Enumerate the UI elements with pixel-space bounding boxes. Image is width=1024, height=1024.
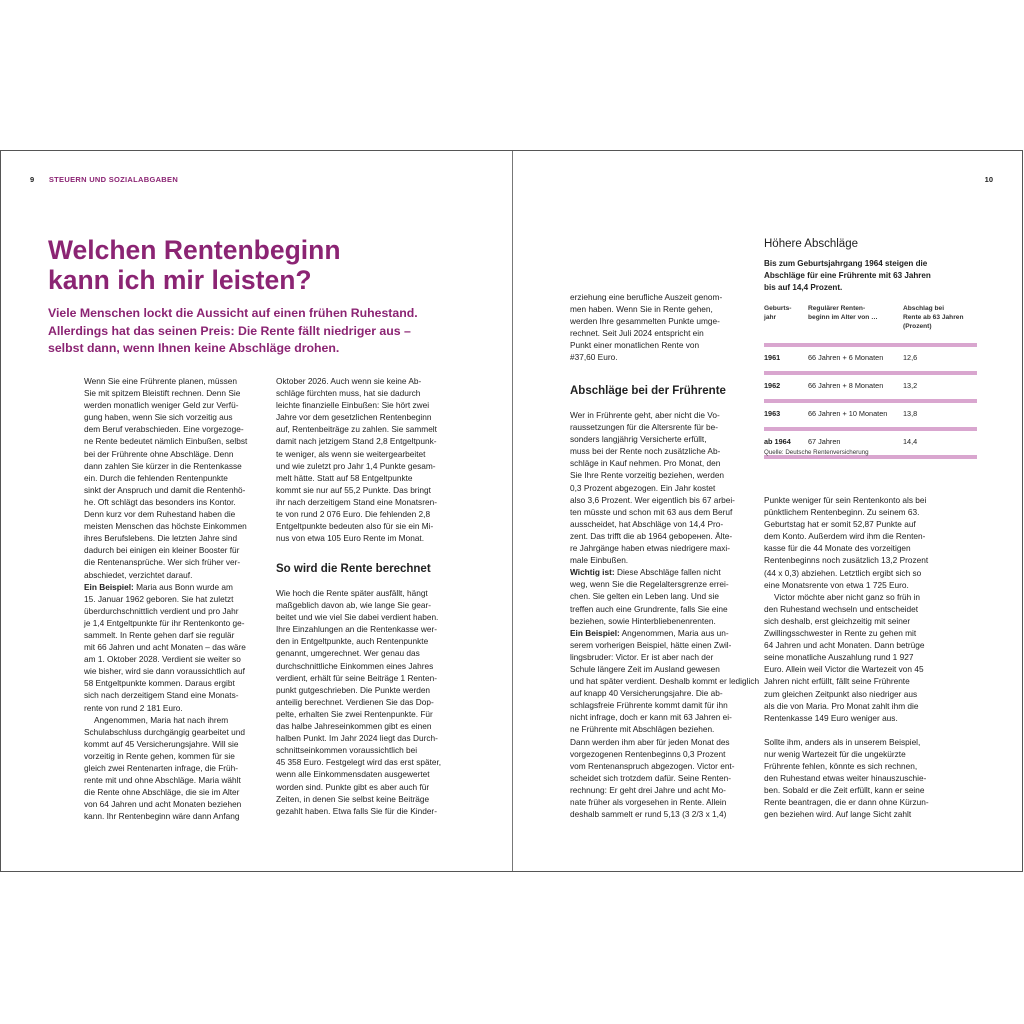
lead-line: Viele Menschen lockt die Aussicht auf einen frühen Ruhestand. <box>48 306 418 320</box>
text-line: 0,3 Prozent abgezogen. Ein Jahr kostet <box>570 482 716 493</box>
text-line: und wie zuletzt pro Jahr 1,4 Punkte gesam- <box>276 460 436 471</box>
inline-emphasis: Ein Beispiel: <box>570 627 620 638</box>
text-line: ne Frührente mit Abschlägen beziehen. <box>570 724 715 735</box>
table-source: Quelle: Deutsche Rentenversicherung <box>764 449 869 456</box>
text-line: worden sind. Punkte gibt es aber auch für <box>276 781 430 792</box>
text-line: melt hätte. Statt auf 58 Entgeltpunkte <box>276 472 413 483</box>
text-line: Jahre vor dem gesetzlichen Rentenbeginn <box>276 412 432 423</box>
text-line: Ein Beispiel: Maria aus Bonn wurde am <box>84 581 233 592</box>
text-line: zum gleichen Zeitpunkt also niedriger aus <box>764 688 918 699</box>
text-line: anteilig berechnet. Verdienen Sie das Dop- <box>276 696 434 707</box>
text-line: Zeiten, in denen Sie selbst keine Beiträge <box>276 793 430 804</box>
text-line: Wer in Frührente geht, aber nicht die Vo- <box>570 410 720 420</box>
text-line: schlagsfreie Frührente kommt damit für ihn <box>570 700 728 711</box>
text-line: die Rentenansprüche. Wer sich früher ver- <box>84 557 241 568</box>
text-line: sonders langjährig Versicherte erfüllt, <box>570 434 707 445</box>
text-line: ne Rente bedeutet nämlich Einbußen, selbst <box>84 436 248 447</box>
title-line: kann ich mir leisten? <box>48 265 312 295</box>
text-line: dem Konto. Außerdem wird ihm die Renten- <box>764 531 926 542</box>
text-column-2-top <box>276 375 437 544</box>
text-line: Wie hoch die Rente später ausfällt, hängt <box>276 588 428 598</box>
header-text: Regulärer Renten- <box>808 305 866 312</box>
text-line: muss bei der Rente noch zusätzliche Ab- <box>570 446 721 457</box>
header-text: (Prozent) <box>903 323 932 330</box>
text-line: als die von Maria. Pro Monat zahlt ihm die <box>764 700 919 711</box>
text-line: rente mit und ohne Abschläge. Maria wählt <box>84 775 241 786</box>
text-line: Entgeltpunkte bedeuten also für sie ein Mi- <box>276 521 434 532</box>
text-line: Sie mit spitzem Bleistift rechnen. Denn Sie <box>84 388 241 399</box>
text-line: erziehung eine berufliche Auszeit genom- <box>570 292 723 302</box>
text-line: mit 66 Jahren und acht Monaten – das wäre <box>84 642 246 653</box>
text-line: seine monatliche Auszahlung rund 1 927 <box>764 652 914 663</box>
text-line: pelte, erhalten Sie zwei Rentenpunkte. Für <box>276 708 433 719</box>
header-text: Geburts- <box>764 305 792 312</box>
text-line: Schule längere Zeit im Ausland gewesen <box>570 663 720 674</box>
text-line: kommt auf 45 Versicherungsjahre. Will sie <box>84 738 239 749</box>
header-birth-year <box>764 304 791 322</box>
text-line: schläge fürchten muss, hat sie dadurch <box>276 388 421 399</box>
cell-deduction: 12,6 <box>903 353 918 362</box>
cell-deduction: 13,8 <box>903 409 918 418</box>
text-line: bei der Frührente ohne Abschläge. Denn <box>84 448 234 459</box>
table-subtitle-line: Abschläge für eine Frührente mit 63 Jahren <box>764 271 931 281</box>
inline-emphasis: Wichtig ist: <box>570 567 615 578</box>
text-line: auf knapp 40 Versicherungsjahre. Die ab- <box>570 688 723 699</box>
text-line: Sie Ihre Rente vorzeitig beziehen, werden <box>570 470 725 481</box>
text-line: dadurch bei einigen ein kleiner Booster für <box>84 545 240 556</box>
text-line: Victor möchte aber nicht ganz so früh in <box>774 591 921 602</box>
text-line: raussetzungen für die Altersrente für be- <box>570 422 719 433</box>
cell-start: 66 Jahren + 8 Monaten <box>808 381 884 390</box>
text-line: dem Beruf verabschieden. Eine vorgezoge- <box>84 424 244 435</box>
text-line: werden monatlich weniger Geld zur Verfü- <box>84 400 239 411</box>
table-row <box>764 347 977 371</box>
text-line: vom Rentenanspruch abgezogen. Victor ent- <box>570 760 735 771</box>
text-line: Ein Beispiel: Angenommen, Maria aus un- <box>570 627 729 638</box>
text-line: weg, wenn Sie die Regelaltersgrenze errei- <box>570 579 729 590</box>
text-line: den in Entgeltpunkte, auch Rentenpunkte <box>276 636 429 647</box>
table-header <box>764 304 977 343</box>
text-column-1 <box>84 375 247 822</box>
text-line: schläge in Kauf nehmen. Pro Monat, den <box>570 458 721 469</box>
page-number-right: 10 <box>984 175 993 184</box>
text-line: beitet und wie viel Sie dabei verdient haben. <box>276 612 439 623</box>
text-line: zent. Das trifft die ab 1964 geboренen. Älte- <box>570 530 733 541</box>
text-line: gung haben, wenn Sie sich vorzeitig aus <box>84 412 233 423</box>
text-line: vorgezogenen Rentenbeginns 0,3 Prozent <box>570 748 726 759</box>
cell-year: 1963 <box>764 409 781 418</box>
text-line: Punkt einer monatlichen Rente von <box>570 340 700 351</box>
text-line: ein. Durch die fehlenden Rentenpunkte <box>84 472 228 483</box>
text-line: Oktober 2026. Auch wenn sie keine Ab- <box>276 376 422 386</box>
text-line: 58 Entgeltpunkte kommen. Daraus ergibt <box>84 678 235 689</box>
text-line: treffen auch eine Grundrente, falls Sie eine <box>570 603 728 614</box>
inline-emphasis: Ein Beispiel: <box>84 581 134 592</box>
text-line: male Einbußen. <box>570 555 629 566</box>
text-line: re Jahrgänge haben etwas niedrigere maxi- <box>570 543 731 554</box>
lead-paragraph <box>48 305 418 358</box>
running-header-left <box>30 175 178 184</box>
page-fold <box>512 151 513 871</box>
table-row <box>764 375 977 399</box>
text-line: eine Monatsrente von etwa 1 725 Euro. <box>764 579 909 590</box>
title-line: Welchen Rentenbeginn <box>48 235 341 265</box>
text-line: ihr nach derzeitigem Stand eine Monatsren- <box>276 496 437 507</box>
text-line: kommt sie nur auf 55,2 Punkte. Das bringt <box>276 484 431 495</box>
text-line: je 1,4 Entgeltpunkte für ihr Rentenkonto ge- <box>84 617 245 628</box>
text-line: Punkte weniger für sein Rentenkonto als bei <box>764 495 927 505</box>
text-line: serem vorherigen Beispiel, hätte einen Zwil- <box>570 639 732 650</box>
text-line: halben Punkt. Im Jahr 2024 liegt das Durch- <box>276 733 438 744</box>
text-line: rechnung: Er geht drei Jahre und acht Mo- <box>570 784 726 795</box>
text-line: und hat später verdient. Deshalb kommt er lediglich <box>570 676 760 687</box>
text-line: dann zahlen Sie kürzer in die Rentenkasse <box>84 460 242 471</box>
table-subtitle <box>764 258 931 294</box>
lead-line: Allerdings hat das seinen Preis: Die Rente fällt niedriger aus – <box>48 323 411 338</box>
text-line: nicht infrage, doch er kann mit 63 Jahren ei- <box>570 712 732 723</box>
text-line: gezahlt haben. Etwa falls Sie für die Kinder- <box>276 805 437 816</box>
text-line: von 64 Jahren und acht Monaten beziehen <box>84 799 242 810</box>
text-line: Sollte ihm, anders als in unserem Beispiel, <box>764 736 921 747</box>
text-column-3-bottom <box>570 409 759 820</box>
text-line: ben. Sobald er die Zeit erfüllt, kann er seine <box>764 785 925 796</box>
text-line: leichte finanzielle Einbußen: Sie hört zwei <box>276 400 430 411</box>
cell-year: ab 1964 <box>764 437 791 446</box>
text-line: punkt gutgeschrieben. Die Punkte werden <box>276 684 431 695</box>
text-line: sinkt der Anspruch und damit die Rentenhö- <box>84 484 246 495</box>
text-line: te weniger, als wenn sie weitergearbeitet <box>276 448 426 459</box>
table-title: Höhere Abschläge <box>764 238 858 250</box>
text-line: Denn kurz vor dem Ruhestand haben die <box>84 509 236 520</box>
text-line: lingsbruder: Victor. Er ist aber nach der <box>570 651 714 662</box>
text-line: ten müsste und schon mit 63 aus dem Beruf <box>570 506 733 517</box>
cell-start: 66 Jahren + 10 Monaten <box>808 409 888 418</box>
text-column-3-top <box>570 291 722 364</box>
text-line: maßgeblich davon ab, wie lange Sie gear- <box>276 600 431 611</box>
text-line: den Ruhestand etwas weiter hinauszuschie- <box>764 773 927 784</box>
text-line <box>764 724 929 736</box>
text-line: den Ruhestand wechseln und entscheidet <box>764 603 919 614</box>
text-line: Wenn Sie eine Frührente planen, müssen <box>84 376 237 386</box>
deduction-table <box>764 304 977 459</box>
text-line: (44 x 0,3) abziehen. Letztlich ergibt sich so <box>764 567 922 578</box>
text-line: Euro. Allein weil Victor die Wartezeit von 45 <box>764 664 924 675</box>
text-line: überdurchschnittlich verdient und pro Jahr <box>84 605 239 616</box>
text-line: sammelt. In Rente gehen darf sie regulär <box>84 629 235 640</box>
text-line: Ihre Einzahlungen an die Rentenkasse wer- <box>276 624 437 635</box>
text-line: 15. Januar 1962 geboren. Sie hat zuletzt <box>84 593 234 604</box>
text-line: te von rund 2 076 Euro. Die fehlenden 2,8 <box>276 509 431 520</box>
table-subtitle-line: bis auf 14,4 Prozent. <box>764 283 843 293</box>
text-line: nus von etwa 105 Euro Rente im Monat. <box>276 533 425 544</box>
text-line: sich nach derzeitigem Stand eine Monats- <box>84 690 239 701</box>
text-line: Rente beantragen, die er dann ohne Kürzun- <box>764 797 929 808</box>
text-line: durchschnittliche Einkommen eines Jahres <box>276 660 434 671</box>
header-text: Rente ab 63 Jahren <box>903 314 964 321</box>
text-line: kann. Ihr Rentenbeginn wäre dann Anfang <box>84 811 240 822</box>
header-regular-start <box>808 304 878 322</box>
cell-deduction: 13,2 <box>903 381 918 390</box>
text-line: Dann werden ihm aber für jeden Monat des <box>570 736 730 747</box>
cell-year: 1961 <box>764 353 781 362</box>
text-line: rechnet. Seit Juli 2024 entspricht ein <box>570 328 704 339</box>
text-line: damit nach jetzigem Stand 2,8 Entgeltpunk- <box>276 436 437 447</box>
section-label: STEUERN UND SOZIALABGABEN <box>48 175 179 184</box>
lead-line: selbst dann, wenn Ihnen keine Abschläge drohen. <box>48 341 340 355</box>
text-line: wie bisher, wird sie dann voraussichtlich auf <box>84 666 245 677</box>
table-row <box>764 403 977 427</box>
text-line: meisten Menschen das höchste Einkommen <box>84 521 247 532</box>
text-column-2-bottom <box>276 587 441 817</box>
text-line: Geburtstag hat er somit 52,87 Punkte auf <box>764 519 916 530</box>
text-line: also 3,6 Prozent. Wer eigentlich bis 67 arbei- <box>570 494 735 505</box>
text-line: Frührente fehlen, könnte es sich rechnen, <box>764 761 918 772</box>
text-line: men haben. Wenn Sie in Rente gehen, <box>570 304 713 315</box>
cell-year: 1962 <box>764 381 781 390</box>
text-line: Angenommen, Maria hat nach ihrem <box>94 714 229 725</box>
text-line: vorzeitig in Rente gehen, kommen für sie <box>84 750 235 761</box>
text-line: beziehen, sowie Hinterbliebenenrenten. <box>570 615 716 626</box>
text-line: Schulabschluss durchgängig gearbeitet und <box>84 726 245 737</box>
page-title <box>48 235 341 295</box>
text-line: kasse für die 44 Monate des vorzeitigen <box>764 543 911 554</box>
text-line: auf, Rentenbeiträge zu zahlen. Sie sammelt <box>276 424 437 435</box>
text-line: gen beziehen wird. Auf lange Sicht zahlt <box>764 809 912 820</box>
text-line: abschiedet, verzichtet darauf. <box>84 569 193 580</box>
text-line: nur wenig Wartezeit für die ungekürzte <box>764 748 906 759</box>
text-line: #37,60 Euro. <box>570 352 618 363</box>
section-heading-abschlaege: Abschläge bei der Frührente <box>570 385 726 397</box>
text-line: pünktlichem Rentenbeginn. Zu seinem 63. <box>764 507 920 518</box>
cell-start: 67 Jahren <box>808 437 841 446</box>
text-line: genannt, umgerechnet. Wer genau das <box>276 648 420 659</box>
text-line: 45 358 Euro. Festgelegt wird das erst später, <box>276 757 442 768</box>
header-text: Abschlag bei <box>903 305 945 312</box>
text-line: sich deshalb, erst gleichzeitig mit seiner <box>764 615 911 626</box>
text-line: chen. Sie gelten ein Leben lang. Und sie <box>570 591 719 602</box>
text-line: Rentenbeginns noch zusätzlich 13,2 Prozent <box>764 555 929 566</box>
text-line: gleich zwei Rentenarten infrage, die Früh- <box>84 763 239 773</box>
text-line: nate früher als vorgesehen in Rente. Allein <box>570 797 727 807</box>
text-line: he. Oft schlägt das besonders ins Kontor. <box>84 496 236 507</box>
book-spread <box>0 150 1023 872</box>
header-text: beginn im Alter von … <box>808 314 878 321</box>
text-line: Zwillingsschwester in Rente zu gehen mit <box>764 628 917 639</box>
text-line: rente von rund 2 181 Euro. <box>84 702 183 713</box>
text-line: Wichtig ist: Diese Abschläge fallen nicht <box>570 567 721 578</box>
text-line: wenn alle Einkommensdaten ausgewertet <box>276 769 430 780</box>
text-line: werden Ihre gesammelten Punkte umge- <box>570 316 720 327</box>
text-line: deshalb sammelt er rund 5,13 (3 2/3 x 1,4) <box>570 809 727 820</box>
text-line: das halbe Jahreseinkommen gibt es einen <box>276 721 432 732</box>
cell-deduction: 14,4 <box>903 437 918 446</box>
text-line: Rentenkasse 149 Euro weniger aus. <box>764 712 898 723</box>
text-line: verdient, erhält für seine Beiträge 1 Renten- <box>276 672 437 683</box>
text-column-4 <box>764 494 929 821</box>
cell-start: 66 Jahren + 6 Monaten <box>808 353 884 362</box>
page-number-left: 9 <box>30 175 35 184</box>
text-line: scheidet sich trotzdem dafür. Seine Renten- <box>570 772 731 783</box>
text-line: am 1. Oktober 2028. Verdient sie weiter so <box>84 654 241 665</box>
header-deduction <box>903 304 963 331</box>
text-line: ihres Berufslebens. Die letzten Jahre sind <box>84 533 238 544</box>
table-subtitle-line: Bis zum Geburtsjahrgang 1964 steigen die <box>764 259 928 268</box>
header-text: jahr <box>764 314 777 321</box>
text-line: schnittseinkommen voraussichtlich bei <box>276 745 418 756</box>
text-line: ausscheidet, hat Abschläge von 14,4 Pro- <box>570 518 724 529</box>
text-line: Jahren nicht erfüllt, fällt seine Frührente <box>764 676 910 687</box>
text-line: die Rente ohne Abschläge, die sie im Alter <box>84 787 240 798</box>
text-line: 64 Jahren und acht Monaten. Dann betrüge <box>764 640 925 651</box>
section-heading-rente-berechnet: So wird die Rente berechnet <box>276 563 431 575</box>
